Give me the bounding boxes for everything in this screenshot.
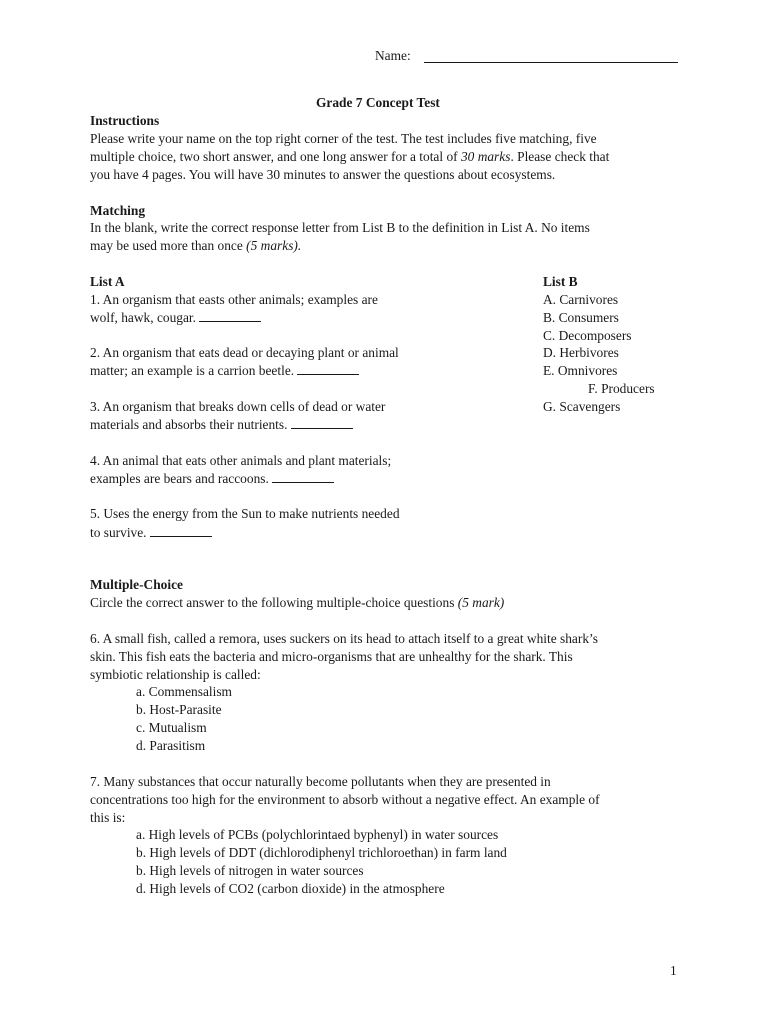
list-b-item: G. Scavengers — [543, 399, 621, 414]
instructions-line: Please write your name on the top right corner of the test. The test includes five matching, five — [90, 131, 597, 146]
question-7: this is: — [90, 810, 126, 825]
list-a-item: materials and absorbs their nutrients. — [90, 416, 353, 434]
multiple-choice-heading: Multiple-Choice — [90, 577, 183, 592]
answer-blank[interactable] — [150, 524, 212, 537]
list-b-item: F. Producers — [588, 381, 655, 396]
question-6: skin. This fish eats the bacteria and micro-organisms that are unhealthy for the shark. This — [90, 649, 573, 664]
page-number: 1 — [670, 963, 677, 978]
list-b-item: D. Herbivores — [543, 345, 619, 360]
matching-instructions: In the blank, write the correct response letter from List B to the definition in List A. No items — [90, 220, 590, 235]
answer-blank[interactable] — [199, 309, 261, 322]
name-blank[interactable] — [424, 62, 678, 63]
multiple-choice-instructions: Circle the correct answer to the following multiple-choice questions (5 mark) — [90, 595, 505, 610]
answer-blank[interactable] — [291, 416, 353, 429]
list-a-item: 4. An animal that eats other animals and plant materials; — [90, 453, 392, 468]
list-a-item: matter; an example is a carrion beetle. — [90, 362, 359, 380]
list-b-heading: List B — [543, 274, 578, 289]
question-7: 7. Many substances that occur naturally become pollutants when they are presented in — [90, 774, 551, 789]
answer-blank[interactable] — [297, 362, 359, 375]
instructions-line: you have 4 pages. You will have 30 minutes to answer the questions about ecosystems. — [90, 167, 556, 182]
question-7: concentrations too high for the environment to absorb without a negative effect. An example of — [90, 792, 600, 807]
matching-instructions: may be used more than once (5 marks). — [90, 238, 302, 253]
list-a-item: 2. An organism that eats dead or decaying plant or animal — [90, 345, 399, 360]
list-a-item: examples are bears and raccoons. — [90, 470, 334, 488]
page-title: Grade 7 Concept Test — [316, 95, 440, 110]
answer-option[interactable]: b. High levels of DDT (dichlorodiphenyl trichloroethan) in farm land — [136, 845, 507, 860]
answer-blank[interactable] — [272, 470, 334, 483]
list-a-item: 5. Uses the energy from the Sun to make nutrients needed — [90, 506, 400, 521]
answer-option[interactable]: b. Host-Parasite — [136, 702, 222, 717]
list-a-item: 1. An organism that easts other animals; examples are — [90, 292, 378, 307]
list-b-item: C. Decomposers — [543, 328, 632, 343]
matching-heading: Matching — [90, 203, 146, 218]
list-a-heading: List A — [90, 274, 125, 289]
answer-option[interactable]: d. High levels of CO2 (carbon dioxide) in the atmosphere — [136, 881, 445, 896]
list-a-item: wolf, hawk, cougar. — [90, 309, 261, 327]
list-a-item: to survive. — [90, 524, 212, 542]
answer-option[interactable]: a. High levels of PCBs (polychlorintaed byphenyl) in water sources — [136, 827, 499, 842]
question-6: 6. A small fish, called a remora, uses suckers on its head to attach itself to a great white shark’s — [90, 631, 598, 646]
instructions-heading: Instructions — [90, 113, 160, 128]
instructions-line: multiple choice, two short answer, and one long answer for a total of 30 marks. Please check that — [90, 149, 610, 164]
list-b-item: E. Omnivores — [543, 363, 618, 378]
name-label: Name: — [375, 48, 411, 63]
answer-option[interactable]: c. Mutualism — [136, 720, 207, 735]
list-b-item: A. Carnivores — [543, 292, 619, 307]
answer-option[interactable]: d. Parasitism — [136, 738, 206, 753]
answer-option[interactable]: a. Commensalism — [136, 684, 232, 699]
list-a-item: 3. An organism that breaks down cells of dead or water — [90, 399, 386, 414]
list-b-item: B. Consumers — [543, 310, 619, 325]
question-6: symbiotic relationship is called: — [90, 667, 261, 682]
answer-option[interactable]: b. High levels of nitrogen in water sources — [136, 863, 364, 878]
